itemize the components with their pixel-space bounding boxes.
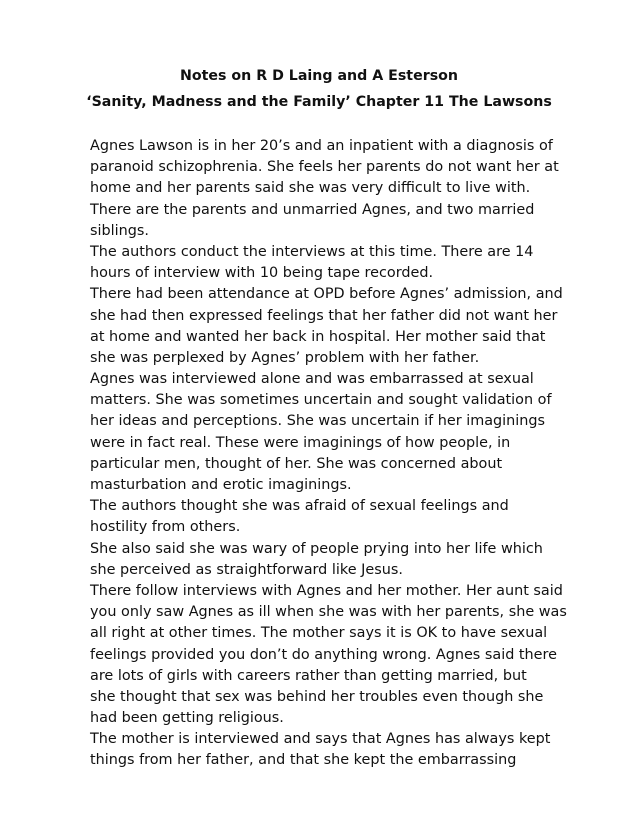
document-subtitle: ‘Sanity, Madness and the Family’ Chapter 11 The Lawsons xyxy=(86,94,552,110)
body-line: things from her father, and that she kept the embarrassing xyxy=(90,752,517,769)
body-line: The authors conduct the interviews at this time. There are 14 xyxy=(90,243,534,260)
body-line: are lots of girls with careers rather than getting married, but xyxy=(90,667,527,684)
body-line: she thought that sex was behind her troubles even though she xyxy=(90,688,544,705)
body-line: hostility from others. xyxy=(90,519,241,536)
body-line: were in fact real. These were imaginings of how people, in xyxy=(90,434,511,451)
body-line: you only saw Agnes as ill when she was with her parents, she was xyxy=(90,604,567,621)
body-line: Agnes Lawson is in her 20’s and an inpatient with a diagnosis of xyxy=(90,138,553,154)
body-line: hours of interview with 10 being tape recorded. xyxy=(90,265,434,282)
body-line: The mother is interviewed and says that Agnes has always kept xyxy=(90,731,551,748)
body-line: Agnes was interviewed alone and was embarrassed at sexual xyxy=(90,371,534,388)
body-line: The authors thought she was afraid of sexual feelings and xyxy=(90,498,509,515)
document-body xyxy=(90,136,610,772)
body-line: had been getting religious. xyxy=(90,710,284,727)
body-line: all right at other times. The mother says it is OK to have sexual xyxy=(90,625,548,642)
body-line: There had been attendance at OPD before Agnes’ admission, and xyxy=(90,286,563,303)
body-line: feelings provided you don’t do anything wrong. Agnes said there xyxy=(90,646,557,663)
body-line: her ideas and perceptions. She was uncertain if her imaginings xyxy=(90,413,546,430)
body-line: particular men, thought of her. She was concerned about xyxy=(90,455,503,472)
body-line: she was perplexed by Agnes’ problem with her father. xyxy=(90,349,480,366)
document-title: Notes on R D Laing and A Esterson xyxy=(180,68,458,84)
body-line: matters. She was sometimes uncertain and sought validation of xyxy=(90,392,552,409)
body-line: siblings. xyxy=(90,222,149,239)
body-line: masturbation and erotic imaginings. xyxy=(90,477,352,493)
body-line: she perceived as straightforward like Jesus. xyxy=(90,561,403,578)
body-line: home and her parents said she was very difficult to live with. xyxy=(90,180,531,197)
body-line: paranoid schizophrenia. She feels her parents do not want her at xyxy=(90,159,559,176)
body-line: There follow interviews with Agnes and her mother. Her aunt said xyxy=(90,582,563,599)
body-line: There are the parents and unmarried Agnes, and two married xyxy=(90,201,535,218)
body-line: at home and wanted her back in hospital. Her mother said that xyxy=(90,328,546,345)
body-line: she had then expressed feelings that her father did not want her xyxy=(90,307,558,324)
body-line: She also said she was wary of people prying into her life which xyxy=(90,540,543,557)
